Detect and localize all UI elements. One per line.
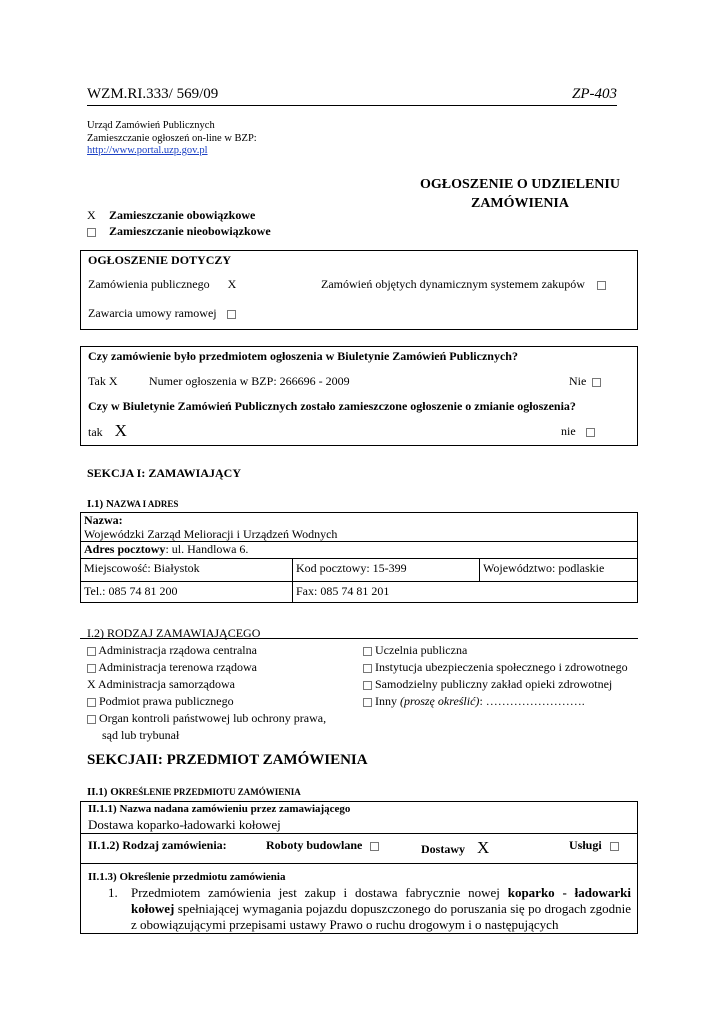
- type-option-label: Organ kontroli państwowej lub ochrony prawa,: [99, 711, 327, 725]
- no-label: nie: [561, 424, 576, 438]
- works-option[interactable]: [266, 838, 379, 853]
- name-value: Wojewódzki Zarząd Melioracji i Urządzeń Wodnych: [84, 527, 338, 541]
- framework-label: Zawarcia umowy ramowej: [88, 306, 217, 320]
- address-label: Adres pocztowy: [84, 542, 166, 556]
- office-line2: Zamieszczanie ogłoszeń on-line w BZP:: [87, 132, 257, 144]
- fax: Fax: 085 74 81 201: [293, 582, 638, 603]
- other-dots: : …………………….: [479, 694, 585, 708]
- x-mark: X: [108, 374, 118, 388]
- contracting-type-box: [80, 638, 638, 741]
- type-option-label: Samodzielny publiczny zakład opieki zdrowotnej: [375, 677, 613, 691]
- x-mark: X: [477, 838, 490, 857]
- dynamic-label: Zamówień objętych dynamicznym systemem zakupów: [321, 277, 585, 291]
- yes-label: tak: [88, 425, 103, 439]
- document-title: [385, 175, 655, 213]
- checkbox-icon: [592, 378, 601, 387]
- placement-optional-label: Zamieszczanie nieobowiązkowe: [109, 224, 271, 238]
- description-part-2: spełniającej wymagania pojazdu dopuszczonego do poruszania się po drogach: [177, 901, 587, 916]
- type-option[interactable]: [363, 642, 628, 659]
- province: Województwo: podlaskie: [480, 559, 638, 582]
- contracting-type-right: [363, 642, 628, 710]
- divider: [81, 863, 637, 864]
- heading-rest: AZWA I ADRES: [113, 499, 179, 509]
- public-order-label: Zamówienia publicznego: [88, 277, 210, 291]
- public-order-option[interactable]: [88, 277, 236, 292]
- document-header: [87, 86, 617, 106]
- type-option[interactable]: [363, 659, 628, 676]
- office-name: Urząd Zamówień Publicznych: [87, 120, 215, 131]
- concerns-box: [80, 250, 638, 330]
- section-2-title: SEKCJAII: PRZEDMIOT ZAMÓWIENIA: [87, 752, 368, 768]
- type-option-label: Administracja terenowa rządowa: [98, 660, 257, 674]
- description-bold-2: kołowej: [131, 901, 175, 916]
- checkbox-icon: [363, 681, 372, 690]
- placement-options: [87, 207, 271, 239]
- bzp-yes-1[interactable]: [88, 374, 118, 389]
- telephone: Tel.: 085 74 81 200: [81, 582, 293, 603]
- description-part-3: zgodnie z obowiązującymi przepisami ustawy Prawo o ruchu drogowym i o następujących: [131, 901, 632, 932]
- type-option[interactable]: [87, 642, 326, 659]
- bzp-question-2: Czy w Biuletynie Zamówień Publicznych zostało zamieszczone ogłoszenie o zmianie ogłoszenia?: [88, 399, 576, 413]
- title-line2: ZAMÓWIENIA: [470, 196, 569, 211]
- section-1-2-heading: I.2) RODZAJ ZAMAWIAJĄCEGO: [87, 626, 261, 640]
- checkbox-icon: [370, 842, 379, 851]
- type-option[interactable]: [87, 659, 326, 676]
- works-label: Roboty budowlane: [266, 838, 363, 852]
- x-mark: X: [87, 677, 96, 691]
- item-number: 1.: [108, 885, 118, 900]
- postal-code: Kod pocztowy: 15-399: [293, 559, 480, 582]
- bzp-box: [80, 346, 638, 446]
- description-bold-1: koparko - ładowarki: [507, 885, 632, 900]
- checkbox-icon: [610, 842, 619, 851]
- bzp-number: Numer ogłoszenia w BZP: 266696 - 2009: [149, 374, 350, 388]
- checkbox-icon: [363, 647, 372, 656]
- x-mark: X: [87, 208, 96, 222]
- checkbox-icon: [363, 698, 372, 707]
- portal-link[interactable]: http://www.portal.uzp.gov.pl: [87, 145, 208, 156]
- concerns-heading: OGŁOSZENIE DOTYCZY: [88, 253, 232, 267]
- order-type-label: II.1.2) Rodzaj zamówienia:: [88, 838, 227, 852]
- bzp-no-2[interactable]: [561, 424, 595, 439]
- type-option-continuation: sąd lub trybunał: [102, 728, 180, 742]
- title-line1: OGŁOSZENIE O UDZIELENIU: [420, 177, 620, 192]
- placement-mandatory[interactable]: [87, 207, 271, 223]
- x-mark: X: [114, 421, 127, 440]
- heading-rest: KREŚLENIE PRZEDMIOTU ZAMÓWIENIA: [118, 787, 301, 797]
- placement-optional[interactable]: [87, 223, 271, 239]
- checkbox-icon: [586, 428, 595, 437]
- subject-box: [80, 801, 638, 934]
- address-table: [80, 512, 638, 603]
- checkbox-icon: [87, 715, 96, 724]
- section-1-1-heading: [87, 498, 178, 510]
- bzp-no-1[interactable]: [569, 374, 601, 389]
- type-option-label: Podmiot prawa publicznego: [99, 694, 234, 708]
- heading-prefix: II.1) O: [87, 786, 119, 798]
- bzp-yes-2[interactable]: [88, 421, 127, 441]
- divider: [81, 833, 637, 834]
- supplies-label: Dostawy: [421, 842, 465, 856]
- description-text: [131, 885, 631, 933]
- checkbox-icon: [227, 310, 236, 319]
- type-option-label: Instytucja ubezpieczenia społecznego i zdrowotnego: [375, 660, 628, 674]
- x-mark: X: [227, 277, 237, 291]
- city: Miejscowość: Białystok: [81, 559, 293, 582]
- framework-option[interactable]: [88, 306, 236, 321]
- placement-mandatory-label: Zamieszczanie obowiązkowe: [109, 208, 256, 222]
- checkbox-icon: [87, 647, 96, 656]
- checkbox-icon: [597, 281, 606, 290]
- name-label: Nazwa:: [84, 513, 123, 527]
- services-label: Usługi: [569, 838, 602, 852]
- description-part-1: Przedmiotem zamówienia jest zakup i dostawa fabrycznie nowej: [131, 885, 500, 900]
- type-option-label: Inny: [375, 694, 397, 708]
- type-option[interactable]: [363, 693, 628, 710]
- other-hint: (proszę określić): [400, 694, 480, 708]
- office-info: [87, 120, 257, 158]
- type-option-label: Administracja samorządowa: [98, 677, 235, 691]
- checkbox-icon: [363, 664, 372, 673]
- checkbox-icon: [87, 228, 96, 237]
- section-1-title: SEKCJA I: ZAMAWIAJĄCY: [87, 466, 242, 480]
- description-label: II.1.3) Określenie przedmiotu zamówienia: [88, 871, 286, 883]
- supplies-option[interactable]: [421, 838, 489, 858]
- section-2-1-heading: [87, 786, 301, 798]
- type-option-label: Administracja rządowa centralna: [98, 643, 257, 657]
- services-option[interactable]: [569, 838, 619, 853]
- order-name-value: Dostawa koparko-ładowarki kołowej: [88, 817, 281, 832]
- reference-number: WZM.RI.333/ 569/09: [87, 86, 219, 102]
- type-option[interactable]: [87, 676, 326, 693]
- heading-prefix: I.1) N: [87, 498, 114, 510]
- form-code: ZP-403: [572, 86, 617, 102]
- type-option-label: Uczelnia publiczna: [375, 643, 468, 657]
- type-option[interactable]: [87, 710, 326, 727]
- address-value: : ul. Handlowa 6.: [165, 542, 249, 556]
- order-name-label: II.1.1) Nazwa nadana zamówieniu przez zamawiającego: [88, 803, 351, 815]
- bzp-question-1: Czy zamówienie było przedmiotem ogłoszenia w Biuletynie Zamówień Publicznych?: [88, 349, 518, 363]
- type-option[interactable]: [363, 676, 628, 693]
- checkbox-icon: [87, 664, 96, 673]
- no-label: Nie: [569, 374, 587, 388]
- yes-label: Tak: [88, 374, 106, 388]
- type-option[interactable]: [87, 693, 326, 710]
- contracting-type-left: [87, 642, 326, 744]
- checkbox-icon: [87, 698, 96, 707]
- dynamic-option[interactable]: [321, 277, 606, 292]
